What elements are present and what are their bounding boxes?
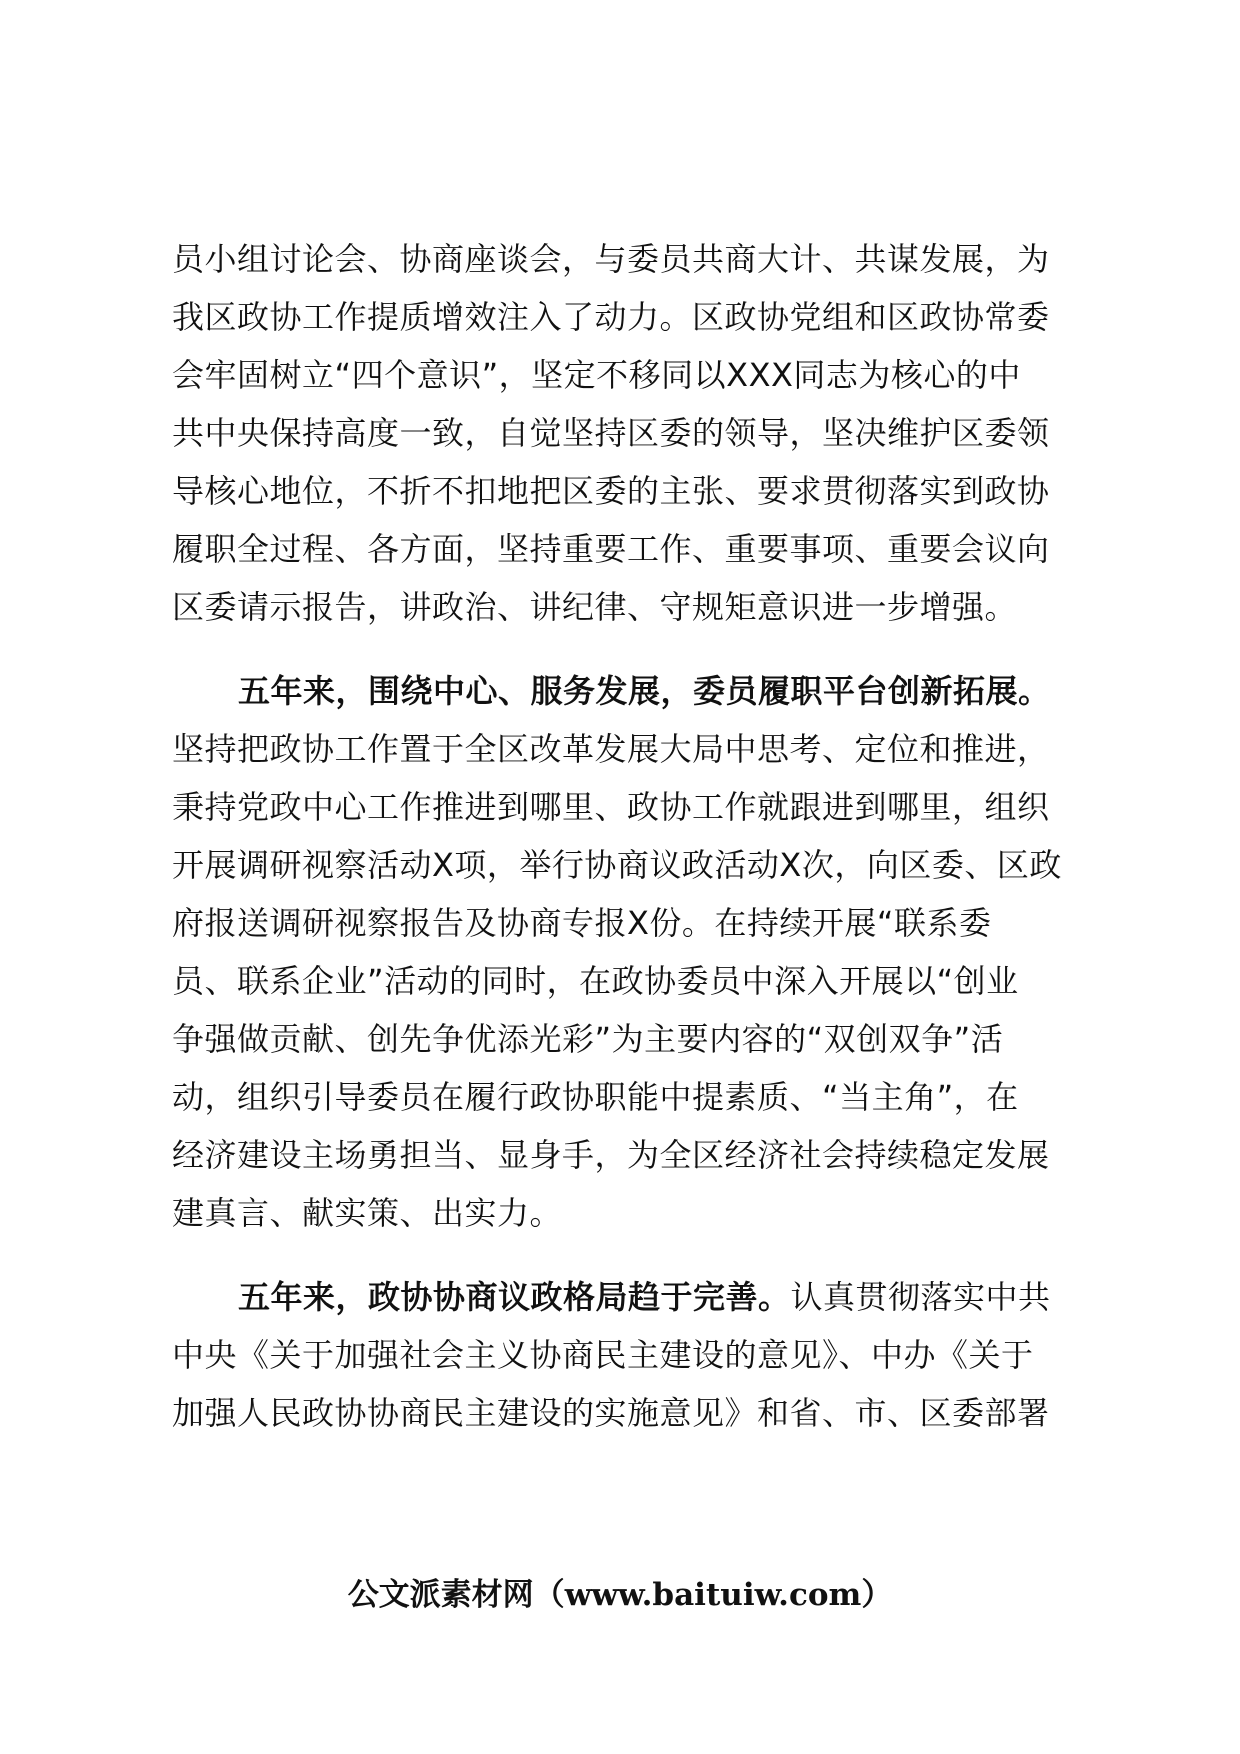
paragraph-first-line [172, 1268, 1098, 1326]
text-line: 经济建设主场勇担当、显身手，为全区经济社会持续稳定发展 [172, 1136, 1050, 1174]
text-line: 导核心地位，不折不扣地把区委的主张、要求贯彻落实到政协 [172, 472, 1050, 510]
text-line: 秉持党政中心工作推进到哪里、政协工作就跟进到哪里，组织 [172, 788, 1050, 826]
text-line: 共中央保持高度一致，自觉坚持区委的领导，坚决维护区委领 [172, 414, 1050, 452]
text-line: 会牢固树立“四个意识”，坚定不移同以XXX同志为核心的中 [172, 356, 1021, 394]
text-line: 员、联系企业”活动的同时，在政协委员中深入开展以“创业 [172, 962, 1019, 1000]
footer-site-name: 公文派素材网（ [347, 1577, 565, 1613]
paragraph-2 [172, 662, 1098, 1242]
text-line: 府报送调研视察报告及协商专报X份。在持续开展“联系委 [172, 904, 992, 942]
text-line: 中央《关于加强社会主义协商民主建设的意见》、中办《关于 [172, 1336, 1034, 1374]
text-line: 我区政协工作提质增效注入了动力。区政协党组和区政协常委 [172, 298, 1050, 336]
text-line: 区委请示报告，讲政治、讲纪律、守规矩意识进一步增强。 [172, 588, 1018, 626]
text-line: 坚持把政协工作置于全区改革发展大局中思考、定位和推进， [172, 730, 1050, 768]
footer-watermark [0, 1570, 1240, 1620]
paragraph-1 [172, 230, 1098, 636]
text-line: 动，组织引导委员在履行政协职能中提素质、“当主角”，在 [172, 1078, 1019, 1116]
text-line: 加强人民政协协商民主建设的实施意见》和省、市、区委部署 [172, 1394, 1050, 1432]
text-line: 建真言、献实策、出实力。 [172, 1194, 563, 1232]
paragraph-heading: 五年来，政协协商议政格局趋于完善。 [238, 1278, 791, 1316]
paragraph-spacer [172, 1242, 1098, 1268]
text-line: 履职全过程、各方面，坚持重要工作、重要事项、重要会议向 [172, 530, 1050, 568]
paragraph-3 [172, 1268, 1098, 1442]
paragraph-spacer [172, 636, 1098, 662]
text-line: 争强做贡献、创先争优添光彩”为主要内容的“双创双争”活 [172, 1020, 1004, 1058]
paragraph-heading: 五年来，围绕中心、服务发展，委员履职平台创新拓展。 [238, 672, 1051, 710]
text-line: 开展调研视察活动X项，举行协商议政活动X次，向区委、区政 [172, 846, 1062, 884]
footer-close: ） [861, 1577, 893, 1613]
document-body [172, 230, 1098, 1442]
text-run: 认真贯彻落实中共 [790, 1278, 1051, 1316]
footer-url: www.baituiw.com [564, 1577, 862, 1613]
text-line: 员小组讨论会、协商座谈会，与委员共商大计、共谋发展，为 [172, 240, 1050, 278]
